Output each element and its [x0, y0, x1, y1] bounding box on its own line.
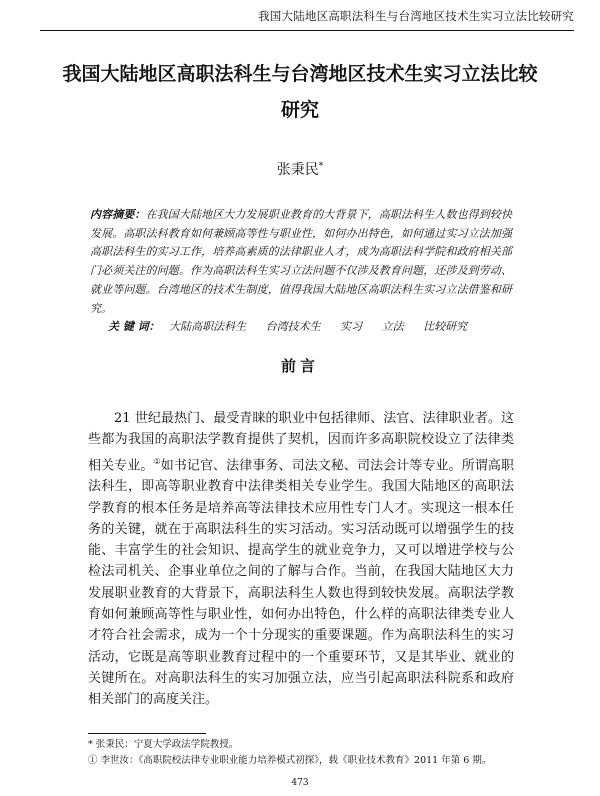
abstract-label: 内容摘要：	[90, 208, 146, 221]
keyword: 比较研究	[423, 320, 468, 333]
section-heading: 前言	[280, 357, 319, 375]
keywords-label: 关 键 词：	[108, 320, 160, 333]
keyword: 台湾技术生	[265, 320, 321, 333]
body-paragraph	[88, 408, 514, 710]
footnote-mark: ①	[88, 754, 98, 766]
abstract-text: 在我国大陆地区大力发展职业教育的大背景下，高职法科生人数也得到较快发展。高职法科教育如何兼顾高等性与职业性，如何办出特色，如何通过实习立法加强高职法科生的实习工作，培养高素质的法律职业人才，成为高职法科学院和政府相关部门必须关注的问题。作为高职法科生实习立法问题不仅涉及教育问题，还涉及到劳动、就业等问题。台湾地区的技术生制度，值得我国大陆地区高职法科生实习立法借鉴和研究。	[90, 208, 513, 315]
abstract	[90, 206, 512, 318]
running-title: 我国大陆地区高职法科生与台湾地区技术生实习立法比较研究	[258, 9, 574, 23]
paper-title: 我国大陆地区高职法科生与台湾地区技术生实习立法比较研究	[62, 63, 538, 121]
keywords	[108, 318, 483, 334]
footnote-text: 张秉民：宁夏大学政法学院教授。	[95, 739, 239, 750]
footnote-divider	[88, 733, 206, 734]
page-number: 473	[291, 778, 309, 788]
body-text-part: 如书记官、法律事务、司法文秘、司法会计等专业。所谓高职法科生，即高等职业教育中法律类相关专业学生。我国大陆地区的高职法学教育的根本任务是培养高等法律技术应用性专门人才。实现这一根本任务的关键，就在于高职法科生的实习活动。实习活动既可以增强学生的技能、丰富学生的社会知识、提高学生的就业竞争力，又可以增进学校与公检法司机关、企事业单位之间的了解与合作。当前，在我国大陆地区大力发展职业教育的大背景下，高职法科生人数也得到较快发展。高职法学教育如何兼顾高等性与职业性，如何办出特色，什么样的高职法律类专业人才符合社会需求，成为一个十分现实的重要课题。作为高职法科生的实习活动，它既是高等职业教育过程中的一个重要环节，又是其毕业、就业的关键所在。对高职法科生的实习加强立法，应当引起高职法科院系和政府相关部门的高度关注。	[88, 457, 514, 708]
running-header	[40, 6, 574, 31]
keyword: 立法	[381, 320, 404, 333]
keyword: 大陆高职法科生	[169, 320, 247, 333]
author	[0, 159, 600, 179]
footnote	[88, 737, 540, 753]
author-name: 张秉民	[276, 162, 319, 178]
body-text-part: 21 世纪最热门、最受青睐的职业中包括律师、法官、法律职业者。这些都为我国的高职法学教育提供了契机，因而许多高职院校设立了法律类相关专业。	[88, 411, 514, 473]
footnote-mark: *	[88, 739, 93, 750]
keyword: 实习	[340, 320, 363, 333]
footnote-ref-mark: ①	[153, 456, 161, 466]
footnote-text: 李世汝：《高职院校法律专业职业能力培养模式初探》，载《职业技术教育》2011 年第 6 期。	[100, 754, 492, 766]
footnote	[88, 753, 540, 769]
author-footnote-mark: *	[318, 161, 324, 172]
footnotes	[88, 737, 540, 768]
